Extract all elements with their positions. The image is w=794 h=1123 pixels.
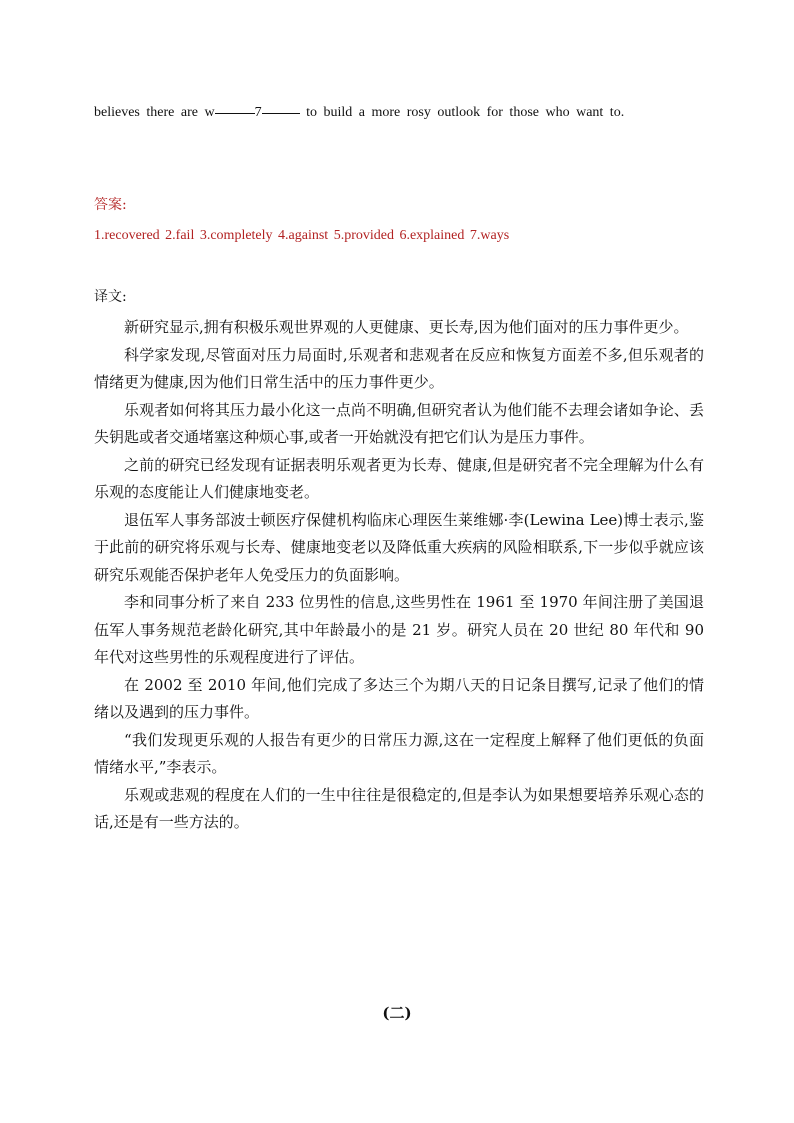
translation-paragraph: 李和同事分析了来自 233 位男性的信息,这些男性在 1961 至 1970 年间注册了美国退伍军人事务规范老龄化研究,其中年龄最小的是 21 岁。研究人员在 20 世纪 80 年代和 90 年代对这些男性的乐观程度进行了评估。 [94, 593, 704, 666]
translation-paragraph: “我们发现更乐观的人报告有更少的日常压力源,这在一定程度上解释了他们更低的负面情绪水平,”李表示。 [94, 730, 704, 776]
translation-paragraph: 之前的研究已经发现有证据表明乐观者更为长寿、健康,但是研究者不完全理解为什么有乐观的态度能让人们健康地变老。 [94, 455, 704, 501]
exercise-line [94, 101, 734, 123]
section-marker: (二) [382, 1004, 412, 1022]
translation-paragraph: 退伍军人事务部波士顿医疗保健机构临床心理医生莱维娜·李(Lewina Lee)博士表示,鉴于此前的研究将乐观与长寿、健康地变老以及降低重大疾病的风险相联系,下一步似乎就应该研究乐观能否保护老年人免受压力的负面影响。 [94, 510, 704, 584]
exercise-text-after: to build a more rosy outlook for those who want to. [299, 105, 625, 120]
answer-heading: 答案: [94, 197, 127, 213]
translation-paragraph: 乐观或悲观的程度在人们的一生中往往是很稳定的,但是李认为如果想要培养乐观心态的话,还是有一些方法的。 [94, 785, 704, 831]
exercise-text-before: believes there are w [94, 105, 215, 120]
blank-number: 7 [254, 105, 262, 120]
translation-body [94, 314, 704, 837]
translation-paragraph: 科学家发现,尽管面对压力局面时,乐观者和悲观者在反应和恢复方面差不多,但乐观者的情绪更为健康,因为他们日常生活中的压力事件更少。 [94, 345, 704, 391]
translation-paragraph: 新研究显示,拥有积极乐观世界观的人更健康、更长寿,因为他们面对的压力事件更少。 [124, 318, 689, 336]
blank-line-right [262, 99, 300, 114]
translation-paragraph: 乐观者如何将其压力最小化这一点尚不明确,但研究者认为他们能不去理会诸如争论、丢失钥匙或者交通堵塞这种烦心事,或者一开始就没有把它们认为是压力事件。 [94, 400, 704, 446]
blank-line-left [215, 99, 255, 114]
translation-paragraph: 在 2002 至 2010 年间,他们完成了多达三个为期八天的日记条目撰写,记录了他们的情绪以及遇到的压力事件。 [94, 675, 704, 721]
translation-heading: 译文: [94, 289, 127, 305]
answer-list: 1.recovered 2.fail 3.completely 4.against 5.provided 6.explained 7.ways [94, 228, 510, 243]
